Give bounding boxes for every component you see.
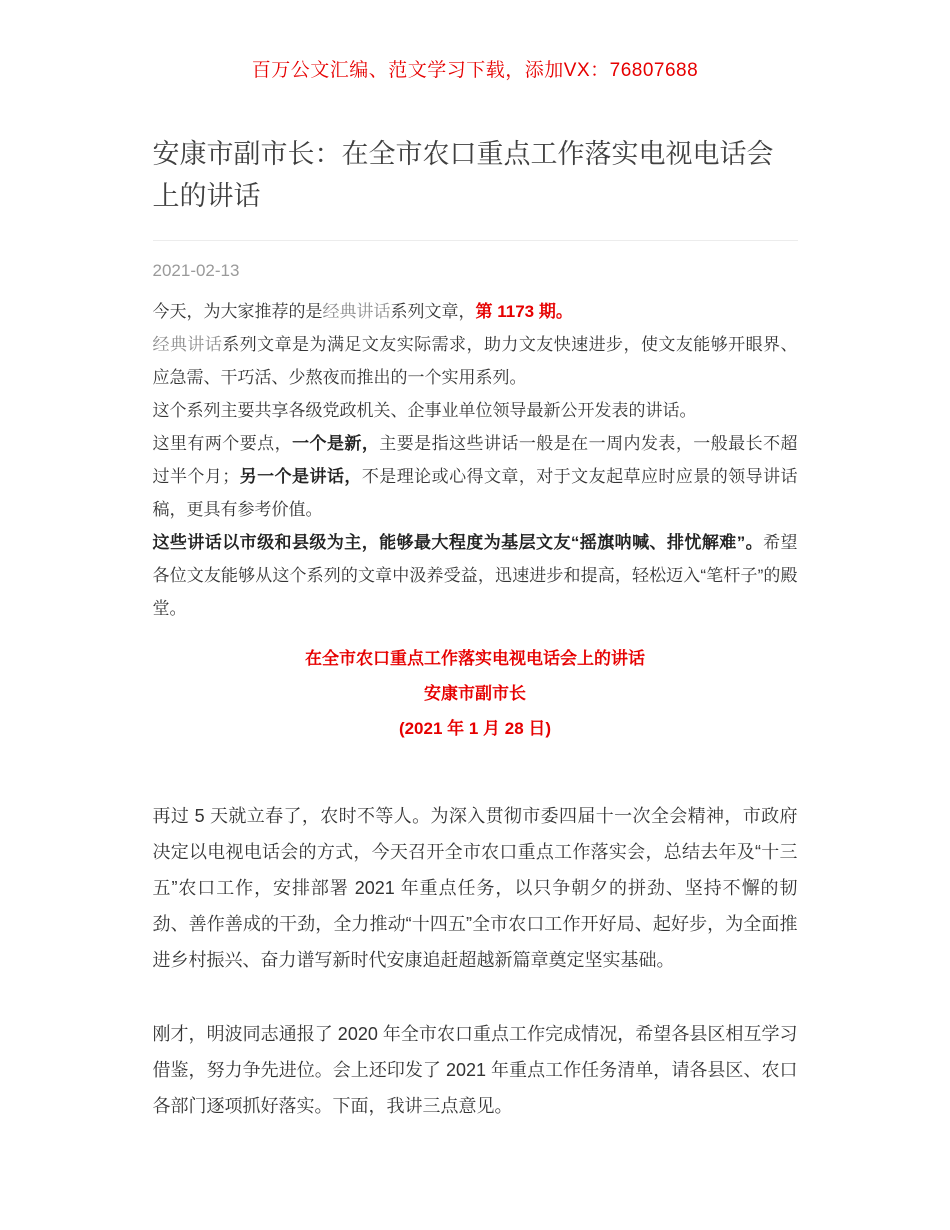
promo-banner: 百万公文汇编、范文学习下载，添加VX：76807688 bbox=[251, 60, 699, 81]
text-segment: 这些讲话以市级和县级为主，能够最大程度为基层文友“摇旗呐喊、排忧解难”。 bbox=[152, 532, 764, 552]
speech-heading: 在全市农口重点工作落实电视电话会上的讲话 bbox=[305, 648, 645, 668]
article-title: 安康市副市长：在全市农口重点工作落实电视电话会上的讲话 bbox=[152, 139, 774, 211]
speech-headings bbox=[153, 641, 798, 746]
article-date: 2021-02-13 bbox=[152, 260, 240, 280]
text-segment: 系列文章， bbox=[390, 301, 476, 321]
intro-paragraph bbox=[153, 295, 798, 328]
text-segment: 这个系列主要共享各级党政机关、企事业单位领导最新公开发表的讲话。 bbox=[152, 400, 697, 420]
text-segment: 希望各位文友能够从这个系列的文章中汲养受益，迅速进步和提高，轻松迈入“笔杆子”的殿堂。 bbox=[152, 532, 798, 618]
body-paragraph: 刚才，明波同志通报了 2020 年全市农口重点工作完成情况，希望各县区相互学习借鉴，努力争先进位。会上还印发了 2021 年重点工作任务清单，请各县区、农口各部门逐项抓好落实。下面，我讲三点意见。 bbox=[152, 1023, 798, 1116]
intro-paragraph bbox=[153, 328, 798, 394]
text-segment: 不是理论或心得文章，对于文友起草应时应景的领导讲话稿，更具有参考价值。 bbox=[152, 466, 798, 519]
text-segment: 一个是新， bbox=[292, 433, 380, 453]
text-segment: 这里有两个要点， bbox=[152, 433, 293, 453]
keyword-link[interactable]: 经典讲话 bbox=[152, 334, 223, 354]
text-segment: 主要是指这些讲话一般是在一周内发表，一般最长不超过半个月； bbox=[152, 433, 798, 486]
intro-paragraphs bbox=[153, 295, 798, 625]
body-paragraph: 再过 5 天就立春了，农时不等人。为深入贯彻市委四届十一次全会精神，市政府决定以电视电话会的方式，今天召开全市农口重点工作落实会，总结去年及“十三五”农口工作，安排部署 2021 年重点任务，以只争朝夕的拼劲、坚持不懈的韧劲、善作善成的干劲，全力推动“十四五”全市农口工作开好局、起好步，为全面推进乡村振兴、奋力谱写新时代安康追赶超越新篇章奠定坚实基础。 bbox=[152, 805, 798, 970]
article-content bbox=[153, 134, 798, 1222]
intro-paragraph bbox=[153, 394, 798, 427]
intro-paragraph bbox=[153, 526, 798, 625]
speech-heading: 安康市副市长 bbox=[424, 683, 526, 703]
text-segment: 第 1173 期。 bbox=[475, 301, 573, 321]
text-segment: 今天，为大家推荐的是 bbox=[152, 301, 323, 321]
keyword-link[interactable]: 经典讲话 bbox=[322, 301, 391, 321]
body-paragraphs bbox=[153, 798, 798, 1222]
text-segment: 系列文章是为满足文友实际需求，助力文友快速进步，使文友能够开眼界、应急需、干巧活、少熬夜而推出的一个实用系列。 bbox=[152, 334, 798, 387]
speech-heading: (2021 年 1 月 28 日) bbox=[398, 718, 552, 738]
intro-paragraph bbox=[153, 427, 798, 526]
title-divider bbox=[153, 240, 798, 241]
text-segment: 另一个是讲话， bbox=[239, 466, 362, 486]
